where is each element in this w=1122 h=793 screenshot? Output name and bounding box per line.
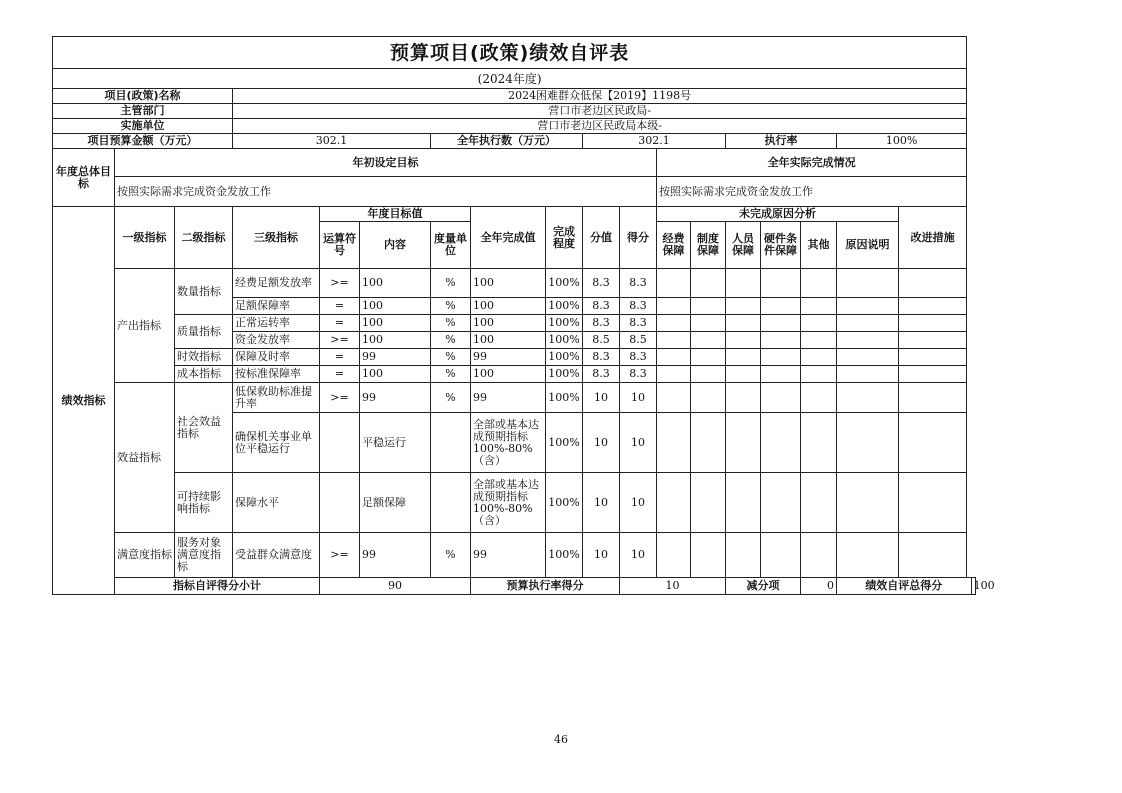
sv-cell: 10 (583, 383, 620, 413)
content-cell: 100 (360, 315, 431, 332)
op-cell (320, 473, 360, 533)
project-name-label: 项目(政策)名称 (53, 89, 233, 104)
fund-header: 经费保障 (657, 222, 691, 269)
level1-header: 一级指标 (115, 207, 175, 269)
l3-cell: 足额保障率 (233, 298, 320, 315)
content-cell: 100 (360, 366, 431, 383)
unit-cell (431, 473, 471, 533)
l3-cell: 低保救助标准提升率 (233, 383, 320, 413)
unit-cell: % (431, 383, 471, 413)
content-header: 内容 (360, 222, 431, 269)
group-satisfaction: 满意度指标 (115, 533, 175, 578)
score-cell: 10 (620, 383, 657, 413)
comp-cell: 100% (546, 269, 583, 298)
group-quantity: 数量指标 (175, 269, 233, 315)
subtotal-value: 90 (320, 578, 471, 595)
unit-cell: % (431, 315, 471, 332)
unit-measure-header: 度量单位 (431, 222, 471, 269)
actual-value-header: 全年完成值 (471, 207, 546, 269)
deduct-label: 减分项 (726, 578, 801, 595)
completion-header: 完成程度 (546, 207, 583, 269)
actual-cell: 全部或基本达成预期指标100%-80%（含） (471, 473, 546, 533)
score-cell: 10 (620, 533, 657, 578)
total-value: 100 (971, 578, 975, 595)
content-cell: 99 (360, 349, 431, 366)
exec-amount-label: 全年执行数（万元） (431, 134, 583, 149)
group-service: 服务对象满意度指标 (175, 533, 233, 578)
content-cell: 99 (360, 383, 431, 413)
sv-cell: 8.3 (583, 366, 620, 383)
sv-cell: 8.3 (583, 298, 620, 315)
unit-label: 实施单位 (53, 119, 233, 134)
exec-amount-value: 302.1 (583, 134, 726, 149)
comp-cell: 100% (546, 473, 583, 533)
score-cell: 8.3 (620, 349, 657, 366)
op-cell (320, 413, 360, 473)
l3-cell: 经费足额发放率 (233, 269, 320, 298)
comp-cell: 100% (546, 383, 583, 413)
unit-cell: % (431, 332, 471, 349)
sv-cell: 10 (583, 473, 620, 533)
group-timeliness: 时效指标 (175, 349, 233, 366)
op-cell: >= (320, 383, 360, 413)
page-number: 46 (554, 733, 568, 746)
l3-cell: 按标准保障率 (233, 366, 320, 383)
exec-rate-label: 执行率 (726, 134, 837, 149)
actual-cell: 100 (471, 366, 546, 383)
score-cell: 8.3 (620, 298, 657, 315)
hardware-header: 硬件条件保障 (761, 222, 801, 269)
score-cell: 8.3 (620, 269, 657, 298)
score-cell: 10 (620, 473, 657, 533)
comp-cell: 100% (546, 315, 583, 332)
unit-value: 营口市老边区民政局本级- (233, 119, 967, 134)
exec-rate-value: 100% (837, 134, 967, 149)
initial-goal-header: 年初设定目标 (115, 149, 657, 177)
unit-cell: % (431, 366, 471, 383)
exec-score-label: 预算执行率得分 (471, 578, 620, 595)
group-output: 产出指标 (115, 269, 175, 383)
sv-cell: 10 (583, 413, 620, 473)
deduct-value: 0 (801, 578, 837, 595)
op-cell: = (320, 366, 360, 383)
improve-header: 改进措施 (899, 207, 967, 269)
operator-header: 运算符号 (320, 222, 360, 269)
budget-label: 项目预算金额（万元） (53, 134, 233, 149)
level2-header: 二级指标 (175, 207, 233, 269)
sv-cell: 8.3 (583, 269, 620, 298)
actual-cell: 100 (471, 269, 546, 298)
actual-cell: 100 (471, 315, 546, 332)
perf-indicator-label: 绩效指标 (53, 207, 115, 595)
comp-cell: 100% (546, 332, 583, 349)
group-sustainable: 可持续影响指标 (175, 473, 233, 533)
dept-label: 主管部门 (53, 104, 233, 119)
level3-header: 三级指标 (233, 207, 320, 269)
total-label: 绩效自评总得分 (837, 578, 972, 595)
actual-cell: 99 (471, 533, 546, 578)
l3-cell: 保障水平 (233, 473, 320, 533)
unit-cell (431, 413, 471, 473)
sv-cell: 8.3 (583, 315, 620, 332)
performance-table (52, 36, 995, 595)
actual-cell: 99 (471, 349, 546, 366)
actual-header: 全年实际完成情况 (657, 149, 967, 177)
group-cost: 成本指标 (175, 366, 233, 383)
dept-value: 营口市老边区民政局- (233, 104, 967, 119)
system-header: 制度保障 (691, 222, 726, 269)
annual-target-header: 年度目标值 (320, 207, 471, 222)
op-cell: = (320, 349, 360, 366)
sv-cell: 8.5 (583, 332, 620, 349)
project-name-value: 2024困难群众低保【2019】1198号 (233, 89, 967, 104)
group-social: 社会效益指标 (175, 383, 233, 473)
content-cell: 平稳运行 (360, 413, 431, 473)
comp-cell: 100% (546, 533, 583, 578)
budget-value: 302.1 (233, 134, 431, 149)
personnel-header: 人员保障 (726, 222, 761, 269)
op-cell: = (320, 315, 360, 332)
l3-cell: 正常运转率 (233, 315, 320, 332)
comp-cell: 100% (546, 413, 583, 473)
actual-cell: 99 (471, 383, 546, 413)
actual-cell: 100 (471, 332, 546, 349)
content-cell: 100 (360, 298, 431, 315)
overall-goal-label: 年度总体目标 (53, 149, 115, 207)
unit-cell: % (431, 269, 471, 298)
unit-cell: % (431, 298, 471, 315)
actual-value: 按照实际需求完成资金发放工作 (657, 177, 967, 207)
op-cell: >= (320, 332, 360, 349)
sv-cell: 8.3 (583, 349, 620, 366)
op-cell: >= (320, 533, 360, 578)
actual-cell: 全部或基本达成预期指标100%-80%（含） (471, 413, 546, 473)
score-cell: 10 (620, 413, 657, 473)
l3-cell: 确保机关事业单位平稳运行 (233, 413, 320, 473)
content-cell: 100 (360, 332, 431, 349)
group-benefit: 效益指标 (115, 383, 175, 533)
other-header: 其他 (801, 222, 837, 269)
comp-cell: 100% (546, 349, 583, 366)
group-quality: 质量指标 (175, 315, 233, 349)
score-value-header: 分值 (583, 207, 620, 269)
sv-cell: 10 (583, 533, 620, 578)
unfinished-header: 未完成原因分析 (657, 207, 899, 222)
reason-header: 原因说明 (837, 222, 899, 269)
comp-cell: 100% (546, 298, 583, 315)
op-cell: = (320, 298, 360, 315)
op-cell: >= (320, 269, 360, 298)
initial-goal-value: 按照实际需求完成资金发放工作 (115, 177, 657, 207)
unit-cell: % (431, 349, 471, 366)
score-cell: 8.3 (620, 315, 657, 332)
unit-cell: % (431, 533, 471, 578)
subtotal-label: 指标自评得分小计 (115, 578, 320, 595)
report-year: (2024年度) (53, 69, 967, 89)
table-title: 预算项目(政策)绩效自评表 (53, 37, 967, 69)
l3-cell: 受益群众满意度 (233, 533, 320, 578)
score-cell: 8.5 (620, 332, 657, 349)
l3-cell: 保障及时率 (233, 349, 320, 366)
l3-cell: 资金发放率 (233, 332, 320, 349)
score-cell: 8.3 (620, 366, 657, 383)
comp-cell: 100% (546, 366, 583, 383)
content-cell: 足额保障 (360, 473, 431, 533)
score-header: 得分 (620, 207, 657, 269)
content-cell: 99 (360, 533, 431, 578)
content-cell: 100 (360, 269, 431, 298)
actual-cell: 100 (471, 298, 546, 315)
exec-score-value: 10 (620, 578, 726, 595)
